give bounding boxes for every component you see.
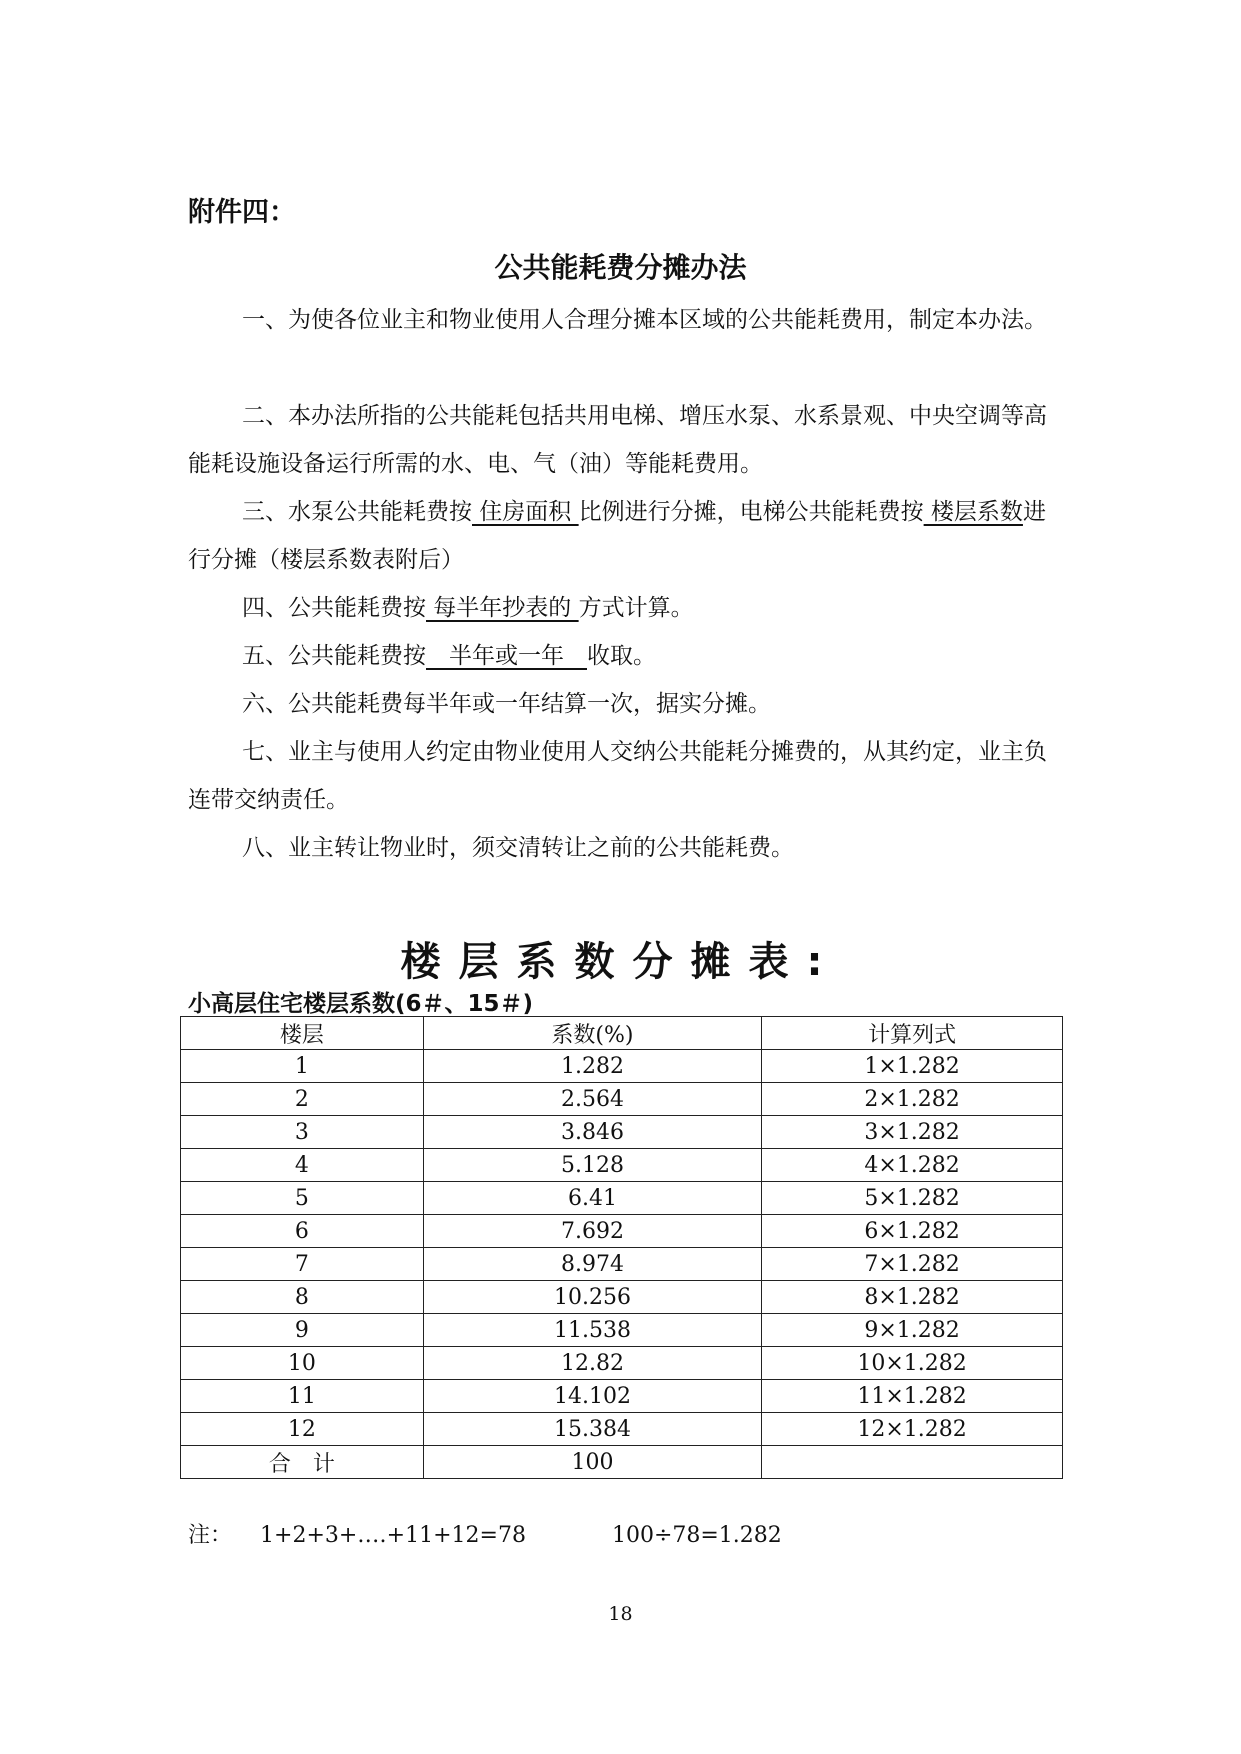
paragraph-3-text-c: 进行分摊（楼层系数表附后） (188, 499, 1046, 573)
cell-floor: 12 (181, 1413, 424, 1446)
table-row (181, 1050, 1063, 1083)
note-label: 注： (188, 1523, 233, 1548)
cell-coefficient: 11.538 (423, 1314, 761, 1347)
cell-coefficient: 12.82 (423, 1347, 761, 1380)
cell-formula: 12×1.282 (762, 1413, 1063, 1446)
cell-coefficient: 7.692 (423, 1215, 761, 1248)
paragraph-6-text: 六、公共能耗费每半年或一年结算一次，据实分摊。 (242, 691, 771, 717)
cell-formula: 9×1.282 (762, 1314, 1063, 1347)
paragraph-4-underline: 每半年抄表的 (426, 595, 579, 621)
cell-formula: 2×1.282 (762, 1083, 1063, 1116)
paragraph-8-text: 八、业主转让物业时，须交清转让之前的公共能耗费。 (242, 835, 794, 861)
cell-formula: 4×1.282 (762, 1149, 1063, 1182)
cell-formula: 5×1.282 (762, 1182, 1063, 1215)
table-row (181, 1314, 1063, 1347)
table-row (181, 1347, 1063, 1380)
cell-formula: 1×1.282 (762, 1050, 1063, 1083)
cell-formula: 11×1.282 (762, 1380, 1063, 1413)
table-row (181, 1380, 1063, 1413)
attachment-heading: 附件四： (188, 197, 296, 228)
cell-floor: 11 (181, 1380, 424, 1413)
cell-coefficient: 14.102 (423, 1380, 761, 1413)
paragraph-5 (188, 632, 1053, 680)
floor-coefficient-table (180, 1016, 1063, 1479)
cell-coefficient: 3.846 (423, 1116, 761, 1149)
cell-coefficient: 1.282 (423, 1050, 761, 1083)
paragraph-4 (188, 584, 1053, 632)
cell-formula: 10×1.282 (762, 1347, 1063, 1380)
paragraph-3-underline-floor: 楼层系数 (923, 499, 1023, 525)
paragraph-1 (188, 296, 1053, 344)
cell-floor: 10 (181, 1347, 424, 1380)
header-coefficient: 系数(%) (423, 1017, 761, 1050)
cell-coefficient: 15.384 (423, 1413, 761, 1446)
table-body (181, 1050, 1063, 1479)
table-header-row (181, 1017, 1063, 1050)
paragraph-5-text-b: 收取。 (587, 643, 656, 669)
cell-formula: 3×1.282 (762, 1116, 1063, 1149)
cell-coefficient: 8.974 (423, 1248, 761, 1281)
page-number: 18 (608, 1603, 633, 1625)
cell-formula: 8×1.282 (762, 1281, 1063, 1314)
note-formula-division: 100÷78=1.282 (611, 1523, 782, 1548)
paragraph-3-text-b: 比例进行分摊，电梯公共能耗费按 (578, 499, 924, 525)
cell-floor: 1 (181, 1050, 424, 1083)
total-label: 合 计 (181, 1446, 424, 1479)
table-total-row (181, 1446, 1063, 1479)
cell-floor: 2 (181, 1083, 424, 1116)
document-title: 公共能耗费分摊办法 (494, 251, 747, 284)
header-formula: 计算列式 (762, 1017, 1063, 1050)
note-formula-sum: 1+2+3+‥‥+11+12=78 (260, 1523, 526, 1548)
paragraph-6 (188, 680, 1053, 728)
table-row (181, 1248, 1063, 1281)
paragraph-8 (188, 824, 1053, 872)
table-row (181, 1149, 1063, 1182)
table-row (181, 1281, 1063, 1314)
cell-floor: 9 (181, 1314, 424, 1347)
cell-formula: 6×1.282 (762, 1215, 1063, 1248)
note (188, 1518, 782, 1549)
table-row (181, 1083, 1063, 1116)
cell-floor: 5 (181, 1182, 424, 1215)
table-row (181, 1182, 1063, 1215)
paragraph-1-text: 一、为使各位业主和物业使用人合理分摊本区域的公共能耗费用，制定本办法。 (242, 307, 1047, 333)
paragraph-3-text-a: 三、水泵公共能耗费按 (242, 499, 472, 525)
paragraph-5-underline: 半年或一年 (426, 643, 587, 669)
header-floor: 楼层 (181, 1017, 424, 1050)
cell-coefficient: 6.41 (423, 1182, 761, 1215)
cell-floor: 6 (181, 1215, 424, 1248)
paragraph-3 (188, 488, 1053, 584)
cell-coefficient: 5.128 (423, 1149, 761, 1182)
table-row (181, 1215, 1063, 1248)
paragraph-2-text: 二、本办法所指的公共能耗包括共用电梯、增压水泵、水系景观、中央空调等高能耗设施设备运行所需的水、电、气（油）等能耗费用。 (188, 403, 1047, 477)
paragraph-7-text: 七、业主与使用人约定由物业使用人交纳公共能耗分摊费的，从其约定，业主负连带交纳责任。 (188, 739, 1047, 813)
table-subtitle: 小高层住宅楼层系数(6＃、15＃) (188, 991, 534, 1017)
paragraph-7 (188, 728, 1053, 824)
table-row (181, 1116, 1063, 1149)
cell-floor: 7 (181, 1248, 424, 1281)
paragraph-5-text-a: 五、公共能耗费按 (242, 643, 426, 669)
paragraph-4-text-a: 四、公共能耗费按 (242, 595, 426, 621)
paragraph-2 (188, 392, 1053, 488)
cell-formula: 7×1.282 (762, 1248, 1063, 1281)
cell-coefficient: 10.256 (423, 1281, 761, 1314)
paragraph-3-underline-area: 住房面积 (472, 499, 579, 525)
cell-floor: 3 (181, 1116, 424, 1149)
table-title: 楼层系数分摊表: (400, 939, 841, 985)
cell-floor: 4 (181, 1149, 424, 1182)
cell-coefficient: 2.564 (423, 1083, 761, 1116)
table-row (181, 1413, 1063, 1446)
paragraph-4-text-b: 方式计算。 (578, 595, 694, 621)
total-value: 100 (423, 1446, 761, 1479)
cell-floor: 8 (181, 1281, 424, 1314)
total-formula (762, 1446, 1063, 1479)
